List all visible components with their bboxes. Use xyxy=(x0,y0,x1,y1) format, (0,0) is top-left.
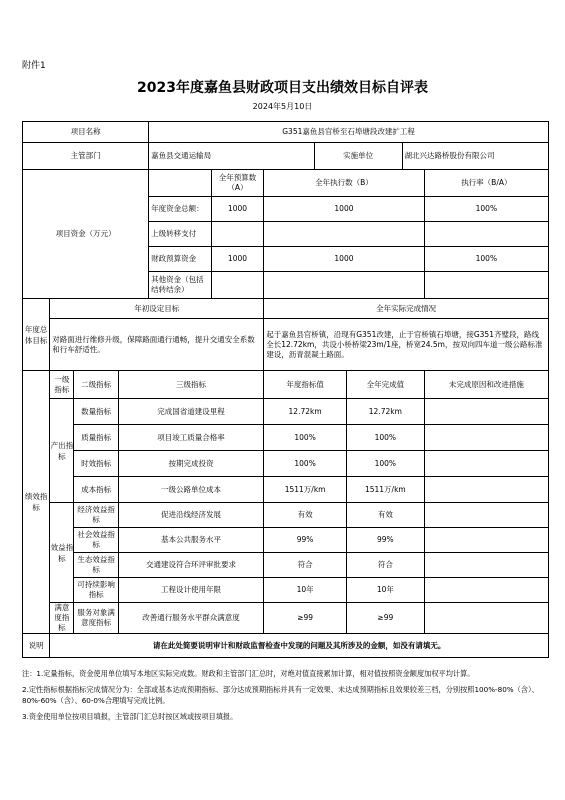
indicator-reason xyxy=(424,477,548,503)
level1-head: 一级指标 xyxy=(50,371,74,399)
project-name-row xyxy=(23,122,549,143)
document-title: 2023年度嘉鱼县财政项目支出绩效目标自评表 xyxy=(137,80,428,96)
funds-row-rate: 100% xyxy=(424,197,548,222)
footnote: 2.定性指标根据指标完成情况分为：全部或基本达成预期指标、部分达成预期指标并具有一定效果、未达成预期指标且效果较差三档，分别按照100%-80%（含）、80%-60%（含）、60-0%合理填写完成比例。 xyxy=(22,684,539,705)
funds-row-rate xyxy=(424,222,548,247)
indicator-actual: 100% xyxy=(346,425,424,451)
indicator-reason xyxy=(424,425,548,451)
reason-head: 未完成原因和改进措施 xyxy=(424,371,548,399)
attachment-label: 附件1 xyxy=(22,61,46,71)
indicator-reason xyxy=(424,451,548,477)
output-indicators-label: 产出指标 xyxy=(50,399,74,503)
col-rate-head: 执行率（B/A） xyxy=(424,170,548,197)
indicator-target: 符合 xyxy=(264,553,347,578)
dept-value: 嘉鱼县交通运输局 xyxy=(149,143,315,170)
project-name-label: 项目名称 xyxy=(23,122,149,143)
indicator-actual: ≥99 xyxy=(346,603,424,634)
indicator-row xyxy=(23,425,549,451)
funds-row-exec xyxy=(264,272,424,299)
indicator-l2: 可持续影响指标 xyxy=(74,578,118,603)
funds-row-label: 上级转移支付 xyxy=(149,222,212,247)
goal-content-row xyxy=(23,319,549,371)
indicator-row xyxy=(23,528,549,553)
indicator-reason xyxy=(424,399,548,425)
dept-label: 主管部门 xyxy=(23,143,149,170)
indicator-l3: 工程设计使用年限 xyxy=(118,578,263,603)
indicator-target: 有效 xyxy=(264,503,347,528)
remark-text: 请在此处简要说明审计和财政监督检查中发现的问题及其所涉及的金额，如没有请填无。 xyxy=(50,634,549,658)
funds-row-label: 其他资金（包括结转结余） xyxy=(149,272,212,299)
indicator-l2: 服务对象满意度指标 xyxy=(74,603,118,634)
indicator-actual: 99% xyxy=(346,528,424,553)
funds-row-budget xyxy=(211,272,263,299)
indicator-row xyxy=(23,503,549,528)
indicator-l3: 促进沿线经济发展 xyxy=(118,503,263,528)
goal-actual: 起于嘉鱼县官桥镇，沿现有G351改建，止于官桥镇石埠塘，接G351齐璧段，路线全长12.72km，共设小桥桥梁23m/1座，桥宽24.5m，按双向四车道一级公路标准建设，沥青混凝土路面。 xyxy=(264,319,549,371)
funds-row-label: 财政预算资金 xyxy=(149,247,212,272)
goal-planned-head: 年初设定目标 xyxy=(50,299,264,319)
funds-row-exec: 1000 xyxy=(264,247,424,272)
funds-row-rate xyxy=(424,272,548,299)
target-head: 年度指标值 xyxy=(264,371,347,399)
goal-planned: 对路面进行维修升级，保障路面通行通畅，提升交通安全系数和行车舒适性。 xyxy=(50,319,264,371)
indicator-l3: 一级公路单位成本 xyxy=(118,477,263,503)
impl-value: 湖北兴达路桥股份有限公司 xyxy=(402,143,549,170)
indicator-l3: 改善通行服务水平群众满意度 xyxy=(118,603,263,634)
indicator-actual: 符合 xyxy=(346,553,424,578)
funds-row-budget: 1000 xyxy=(211,247,263,272)
funds-row-exec: 1000 xyxy=(264,197,424,222)
funds-header-row xyxy=(23,170,549,197)
indicator-target: 10年 xyxy=(264,578,347,603)
goal-label: 年度总体目标 xyxy=(23,299,50,371)
funds-row-exec xyxy=(264,222,424,247)
indicator-target: 99% xyxy=(264,528,347,553)
indicator-row xyxy=(23,399,549,425)
evaluation-table xyxy=(22,121,549,658)
footnote: 注：1.定量指标，资金使用单位填写本地区实际完成数。财政和主管部门汇总时，对绝对值直接累加计算，相对值按照资金额度加权平均计算。 xyxy=(22,669,475,678)
footnote: 3.资金使用单位按项目填报，主管部门汇总时按区域或按项目填报。 xyxy=(22,711,238,721)
indicator-l3: 项目竣工质量合格率 xyxy=(118,425,263,451)
indicator-l2: 时效指标 xyxy=(74,451,118,477)
indicator-l2: 成本指标 xyxy=(74,477,118,503)
indicator-actual: 1511万/km xyxy=(346,477,424,503)
indicators-label: 绩效指标 xyxy=(23,371,50,634)
level3-head: 三级指标 xyxy=(118,371,263,399)
indicator-l2: 社会效益指标 xyxy=(74,528,118,553)
funds-row-label: 年度资金总额： xyxy=(149,197,212,222)
indicator-header-row xyxy=(23,371,549,399)
indicator-target: 1511万/km xyxy=(264,477,347,503)
indicator-reason xyxy=(424,528,548,553)
indicator-row xyxy=(23,451,549,477)
level2-head: 二级指标 xyxy=(74,371,118,399)
indicator-row xyxy=(23,553,549,578)
col-budget-head: 全年预算数（A） xyxy=(211,170,263,197)
footnotes xyxy=(22,668,549,726)
indicator-l3: 按期完成投资 xyxy=(118,451,263,477)
indicator-l3: 交通建设符合环评审批要求 xyxy=(118,553,263,578)
goal-header-row xyxy=(23,299,549,319)
funds-label: 项目资金（万元） xyxy=(23,170,149,299)
benefit-indicators-label: 效益指标 xyxy=(50,503,74,603)
project-name-value: G351嘉鱼县官桥至石埠塘段改建扩工程 xyxy=(149,122,549,143)
indicator-l2: 生态效益指标 xyxy=(74,553,118,578)
funds-header-blank xyxy=(149,170,212,197)
remark-row xyxy=(23,634,549,658)
indicator-l2: 质量指标 xyxy=(74,425,118,451)
document-date: 2024年5月10日 xyxy=(252,102,313,111)
indicator-reason xyxy=(424,553,548,578)
satisfaction-indicators-label: 满意度指标 xyxy=(50,603,74,634)
remark-label: 说明 xyxy=(23,634,50,658)
funds-row-rate: 100% xyxy=(424,247,548,272)
indicator-row xyxy=(23,477,549,503)
indicator-target: 100% xyxy=(264,425,347,451)
funds-row-budget: 1000 xyxy=(211,197,263,222)
indicator-target: 100% xyxy=(264,451,347,477)
indicator-actual: 100% xyxy=(346,451,424,477)
indicator-target: ≥99 xyxy=(264,603,347,634)
actual-head: 全年完成值 xyxy=(346,371,424,399)
indicator-l2: 经济效益指标 xyxy=(74,503,118,528)
indicator-actual: 有效 xyxy=(346,503,424,528)
indicator-actual: 10年 xyxy=(346,578,424,603)
goal-actual-head: 全年实际完成情况 xyxy=(264,299,549,319)
indicator-row xyxy=(23,603,549,634)
indicator-reason xyxy=(424,603,548,634)
indicator-l2: 数量指标 xyxy=(74,399,118,425)
indicator-l3: 基本公共服务水平 xyxy=(118,528,263,553)
col-exec-head: 全年执行数（B） xyxy=(264,170,424,197)
indicator-row xyxy=(23,578,549,603)
indicator-reason xyxy=(424,503,548,528)
funds-row-budget xyxy=(211,222,263,247)
department-row xyxy=(23,143,549,170)
indicator-target: 12.72km xyxy=(264,399,347,425)
indicator-l3: 完成国省道建设里程 xyxy=(118,399,263,425)
indicator-reason xyxy=(424,578,548,603)
impl-label: 实施单位 xyxy=(314,143,402,170)
indicator-actual: 12.72km xyxy=(346,399,424,425)
